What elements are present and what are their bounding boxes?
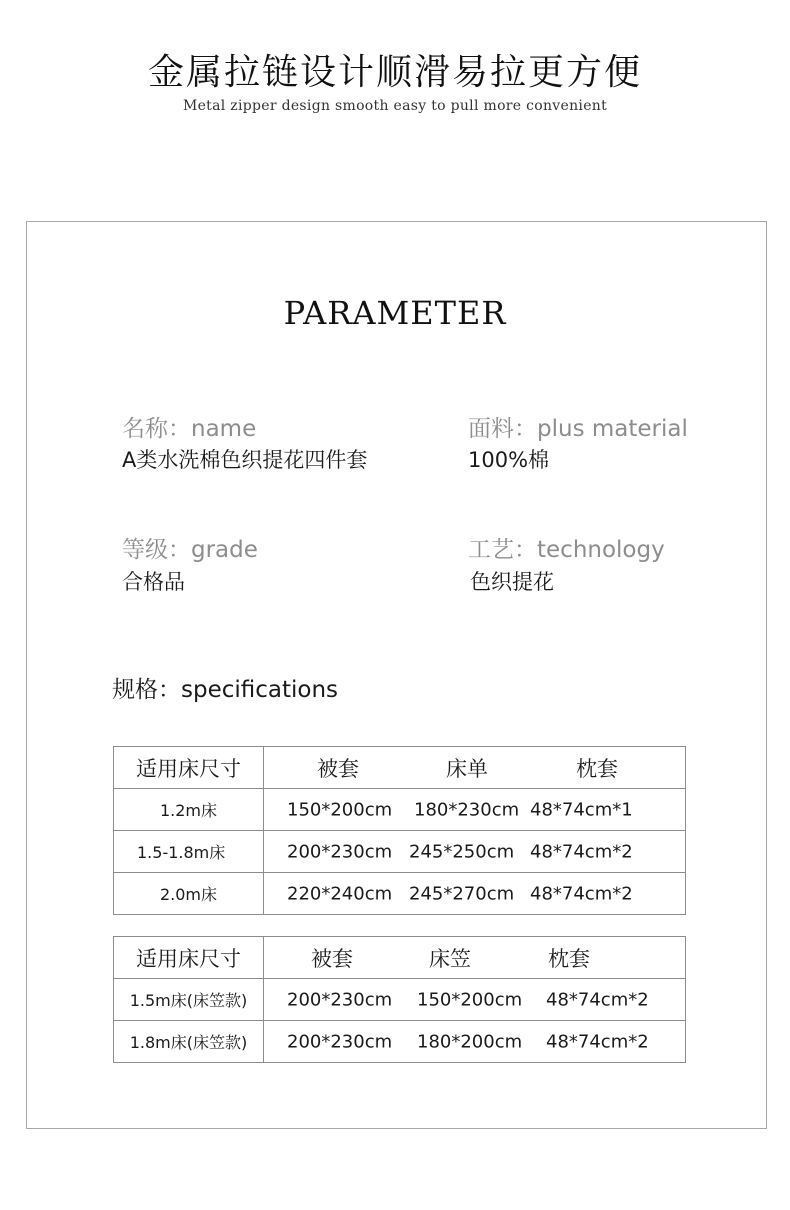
- material-value: 100%棉: [468, 448, 550, 472]
- spec-table-flat-sheet: [113, 746, 686, 915]
- table-cell: [114, 831, 264, 873]
- header-pillowcase: 枕套: [576, 756, 618, 781]
- table-cell: [114, 979, 264, 1021]
- header-pillowcase: 枕套: [548, 946, 590, 971]
- table-cell: [264, 979, 686, 1021]
- row-pillowcase: 48*74cm*2: [546, 1031, 649, 1052]
- row-fitted-sheet: 180*200cm: [417, 1031, 523, 1052]
- row-pillowcase: 48*74cm*2: [530, 841, 633, 862]
- table-cell: [114, 1021, 264, 1063]
- row-sheet: 245*250cm: [409, 841, 515, 862]
- row-bed-size: 1.5-1.8m床: [137, 843, 226, 862]
- row-duvet: 220*240cm: [287, 883, 393, 904]
- specifications-label: 规格：specifications: [112, 677, 339, 703]
- row-fitted-sheet: 150*200cm: [417, 989, 523, 1010]
- row-sheet: 245*270cm: [409, 883, 515, 904]
- row-sheet: 180*230cm: [414, 799, 520, 820]
- row-bed-size: 1.8m床(床笠款): [129, 1033, 248, 1052]
- grade-label: 等级：grade: [122, 537, 258, 563]
- table-cell: [264, 873, 686, 915]
- table-cell: [114, 789, 264, 831]
- table-cell: [264, 1021, 686, 1063]
- table-row: [114, 831, 686, 873]
- name-label: 名称：name: [122, 416, 257, 442]
- header-duvet: 被套: [317, 756, 359, 781]
- table-cell: [114, 873, 264, 915]
- row-bed-size: 1.2m床: [159, 801, 218, 820]
- table-cell: [114, 747, 264, 789]
- table-row: [114, 873, 686, 915]
- table-header-row: [114, 937, 686, 979]
- name-value: A类水洗棉色织提花四件套: [122, 448, 368, 472]
- grade-value: 合格品: [122, 570, 185, 594]
- header-duvet: 被套: [311, 946, 353, 971]
- table-row: [114, 979, 686, 1021]
- row-duvet: 200*230cm: [287, 989, 393, 1010]
- table-cell: [264, 789, 686, 831]
- table-header-row: [114, 747, 686, 789]
- table-cell: [264, 747, 686, 789]
- row-pillowcase: 48*74cm*2: [546, 989, 649, 1010]
- table-row: [114, 1021, 686, 1063]
- spec-table-fitted-sheet: [113, 936, 686, 1063]
- header-bed-size: 适用床尺寸: [136, 946, 241, 971]
- technology-value: 色织提花: [470, 570, 554, 594]
- row-pillowcase: 48*74cm*1: [530, 799, 633, 820]
- row-bed-size: 1.5m床(床笠款): [129, 991, 248, 1010]
- row-duvet: 200*230cm: [287, 1031, 393, 1052]
- table-cell: [264, 937, 686, 979]
- table-cell: [264, 831, 686, 873]
- header-sheet: 床单: [446, 756, 488, 781]
- section-title: PARAMETER: [283, 294, 507, 332]
- technology-label: 工艺：technology: [468, 537, 665, 563]
- page-subtitle: Metal zipper design smooth easy to pull more convenient: [182, 98, 608, 114]
- header-fitted-sheet: 床笠: [429, 946, 471, 971]
- row-bed-size: 2.0m床: [159, 885, 218, 904]
- material-label: 面料：plus material: [468, 416, 688, 442]
- page-title: 金属拉链设计顺滑易拉更方便: [147, 52, 642, 93]
- row-duvet: 200*230cm: [287, 841, 393, 862]
- row-pillowcase: 48*74cm*2: [530, 883, 633, 904]
- row-duvet: 150*200cm: [287, 799, 393, 820]
- table-cell: [114, 937, 264, 979]
- table-row: [114, 789, 686, 831]
- header-bed-size: 适用床尺寸: [136, 756, 241, 781]
